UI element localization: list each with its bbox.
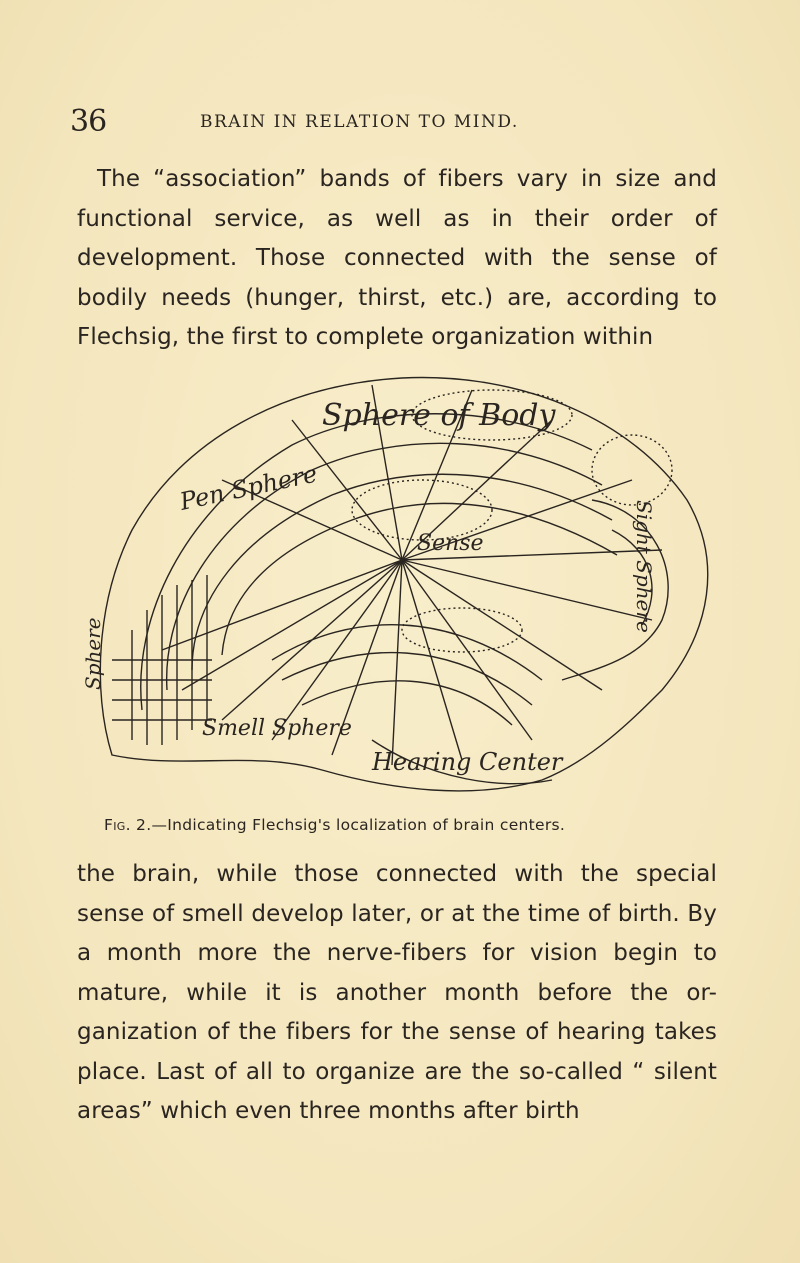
brain-diagram xyxy=(72,360,722,810)
page-number: 36 xyxy=(70,104,107,139)
label-upper-left: Pen Sphere xyxy=(177,459,320,516)
label-middle: Sense xyxy=(417,531,484,556)
label-lower-left: Smell Sphere xyxy=(202,716,352,741)
caption-text: —Indicating Flechsig's localization of brain centers. xyxy=(151,816,566,834)
paragraph-2: the brain, while those connected with the special sense of smell develop later, or at the time of birth. By a month more the nerve-fibers for vision begin to mature, while it is another month before the or- ganization of the fibers for the sense of hearing takes place. Last of all to organize are the so-called “ silent areas” which even three months after birth xyxy=(77,861,717,1124)
paragraph-1: The “association” bands of fibers vary in size and functional service, as well as in their order of development. Those connected with the sense of bodily needs (hunger, thirst, etc.) are, according to Flechsig, the first to complete organization within xyxy=(77,166,717,350)
label-right-vertical: Sight Sphere xyxy=(632,500,656,633)
running-head: BRAIN IN RELATION TO MIND. xyxy=(200,112,519,132)
brain-figure xyxy=(72,360,722,810)
label-left-vertical: Sphere xyxy=(81,617,105,690)
label-lower-center: Hearing Center xyxy=(372,748,563,776)
figure-label: Fig. 2. xyxy=(104,816,152,834)
label-top: Sphere of Body xyxy=(322,398,556,433)
figure-caption xyxy=(104,816,565,834)
